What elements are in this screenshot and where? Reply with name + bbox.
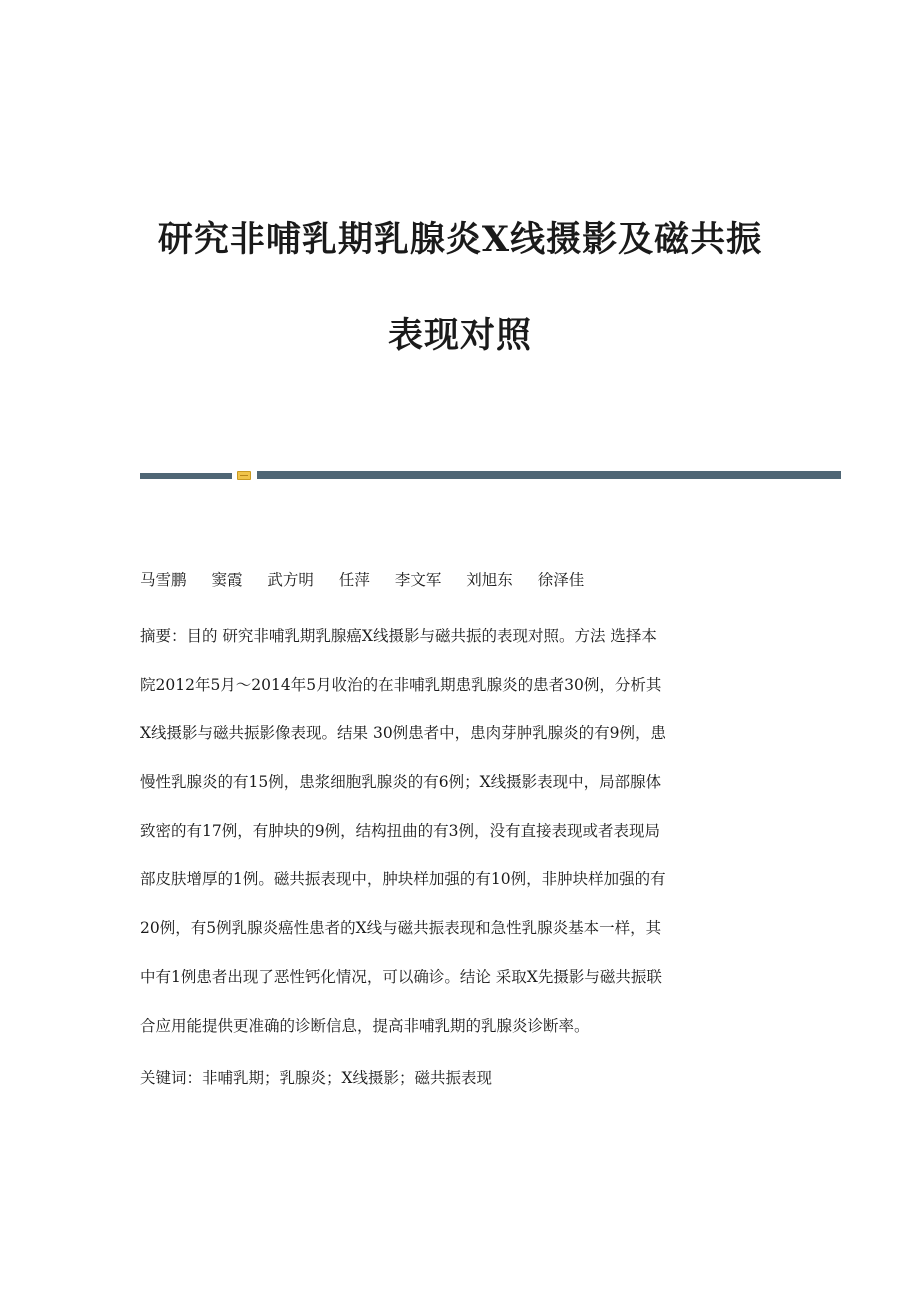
abstract-line: 院2012年5月～2014年5月收治的在非哺乳期患乳腺炎的患者30例，分析其	[140, 675, 662, 694]
abstract-line: 致密的有17例，有肿块的9例，结构扭曲的有3例，没有直接表现或者表现局	[140, 821, 660, 840]
author-name: 马雪鹏	[140, 571, 187, 589]
abstract-line: 20例，有5例乳腺炎癌性患者的X线与磁共振表现和急性乳腺炎基本一样，其	[140, 919, 662, 938]
abstract-line: 中有1例患者出现了恶性钙化情况，可以确诊。结论 采取X先摄影与磁共振联	[140, 967, 662, 986]
author-name: 李文军	[394, 571, 442, 589]
author-name: 徐泽佳	[537, 571, 585, 589]
abstract-line: 摘要：目的 研究非哺乳期乳腺癌X线摄影与磁共振的表现对照。方法 选择本	[140, 627, 657, 645]
abstract-line: X线摄影与磁共振影像表现。结果 30例患者中，患肉芽肿乳腺炎的有9例，患	[140, 724, 667, 743]
divider-emblem-icon	[237, 471, 251, 480]
title-divider	[140, 471, 841, 480]
author-list	[140, 568, 604, 592]
divider-bar-left	[140, 473, 232, 479]
abstract-line: 合应用能提供更准确的诊断信息，提高非哺乳期的乳腺炎诊断率。	[140, 1016, 590, 1035]
author-name: 刘旭东	[466, 571, 513, 589]
author-name: 窦霞	[211, 571, 243, 589]
divider-bar-right	[257, 471, 841, 479]
author-name: 任萍	[338, 571, 370, 589]
title-line-1: 研究非哺乳期乳腺炎X线摄影及磁共振	[157, 219, 763, 260]
author-name: 武方明	[267, 571, 314, 589]
title-line-2: 表现对照	[387, 315, 532, 356]
abstract	[140, 623, 780, 1061]
keywords: 关键词：非哺乳期；乳腺炎；X线摄影；磁共振表现	[140, 1069, 493, 1087]
abstract-line: 部皮肤增厚的1例。磁共振表现中，肿块样加强的有10例，非肿块样加强的有	[140, 870, 666, 889]
abstract-line: 慢性乳腺炎的有15例，患浆细胞乳腺炎的有6例；X线摄影表现中，局部腺体	[140, 773, 662, 792]
